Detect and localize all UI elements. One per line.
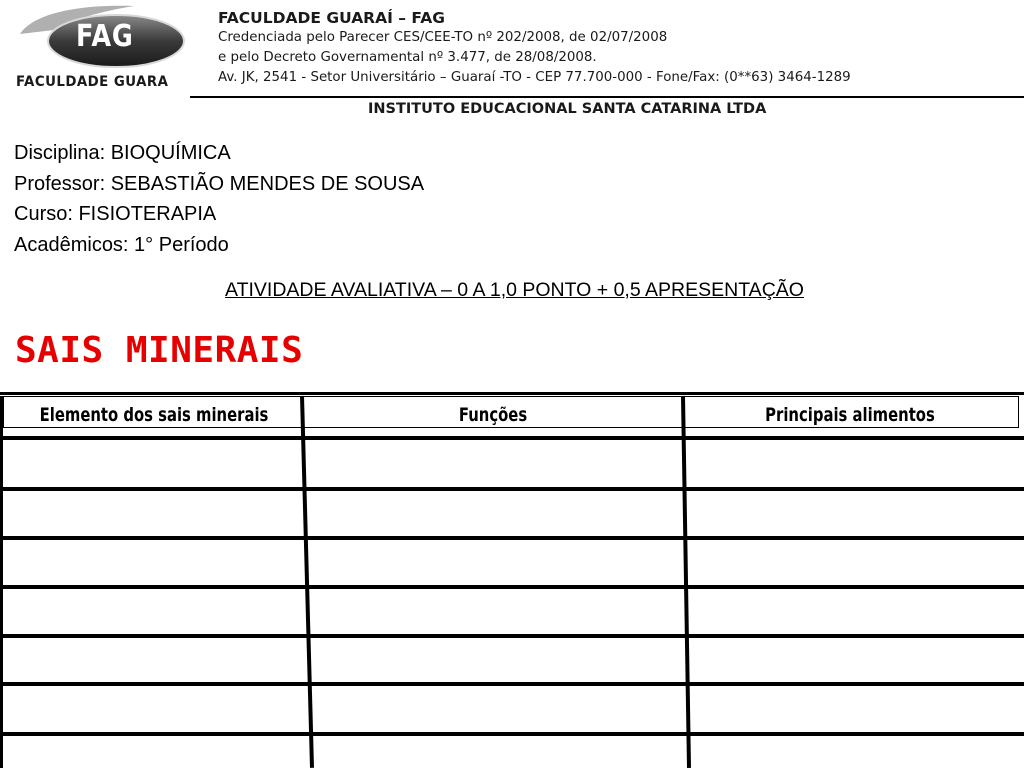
table-cell <box>7 591 298 630</box>
table-cell <box>7 738 298 764</box>
table-cell <box>308 738 678 764</box>
institution-name: FACULDADE GUARAÍ – FAG <box>218 9 445 27</box>
row-divider <box>0 634 1024 638</box>
header-cell-functions: Funções <box>458 404 528 426</box>
course-line: Curso: FISIOTERAPIA <box>14 203 217 225</box>
address-line: Av. JK, 2541 - Setor Universitário – Guaraí -TO - CEP 77.700-000 - Fone/Fax: (0**63) 3464-1289 <box>218 70 851 85</box>
parent-institution: INSTITUTO EDUCACIONAL SANTA CATARINA LTDA <box>368 101 767 117</box>
activity-title: ATIVIDADE AVALIATIVA – 0 A 1,0 PONTO + 0,5 APRESENTAÇÃO <box>225 279 804 301</box>
course-info <box>14 138 424 260</box>
table-cell <box>7 688 298 728</box>
table-cell <box>308 591 678 630</box>
table-cell <box>7 542 298 581</box>
table-cell <box>688 688 1018 728</box>
credential-line-2: e pelo Decreto Governamental nº 3.477, de 28/08/2008. <box>218 50 597 65</box>
table-cell <box>688 442 1018 483</box>
table-cell <box>688 738 1018 764</box>
table-cell <box>7 442 298 483</box>
table-cell <box>308 442 678 483</box>
table-cell <box>688 493 1018 532</box>
row-divider <box>0 585 1024 589</box>
credential-line-1: Credenciada pelo Parecer CES/CEE-TO nº 202/2008, de 02/07/2008 <box>218 30 668 45</box>
row-divider <box>0 487 1024 491</box>
row-divider <box>0 682 1024 686</box>
table-cell <box>688 542 1018 581</box>
table-cell <box>308 542 678 581</box>
institution-header <box>218 8 1018 88</box>
table-cell <box>688 640 1018 678</box>
table-cell <box>308 493 678 532</box>
fag-logo <box>14 4 190 96</box>
row-divider <box>0 536 1024 540</box>
table-top-border <box>0 392 1024 395</box>
header-cell-element: Elemento dos sais minerais <box>39 404 269 426</box>
minerals-table <box>0 392 1024 768</box>
discipline-line: Disciplina: BIOQUÍMICA <box>14 142 231 164</box>
table-cell <box>308 688 678 728</box>
professor-line: Professor: SEBASTIÃO MENDES DE SOUSA <box>14 172 425 195</box>
row-divider <box>0 732 1024 736</box>
logo-wordmark: FAG <box>76 19 134 54</box>
table-left-border <box>0 396 3 768</box>
table-cell <box>7 640 298 678</box>
table-cell <box>308 640 678 678</box>
students-line: Acadêmicos: 1° Período <box>14 233 229 256</box>
table-header-row <box>3 396 1019 428</box>
logo-caption: FACULDADE GUARA <box>16 74 169 90</box>
row-divider <box>0 436 1024 440</box>
header-cell-foods: Principais alimentos <box>765 404 935 426</box>
table-cell <box>7 493 298 532</box>
header-divider <box>190 96 1024 98</box>
table-cell <box>688 591 1018 630</box>
topic-title: SAIS MINERAIS <box>15 330 304 371</box>
